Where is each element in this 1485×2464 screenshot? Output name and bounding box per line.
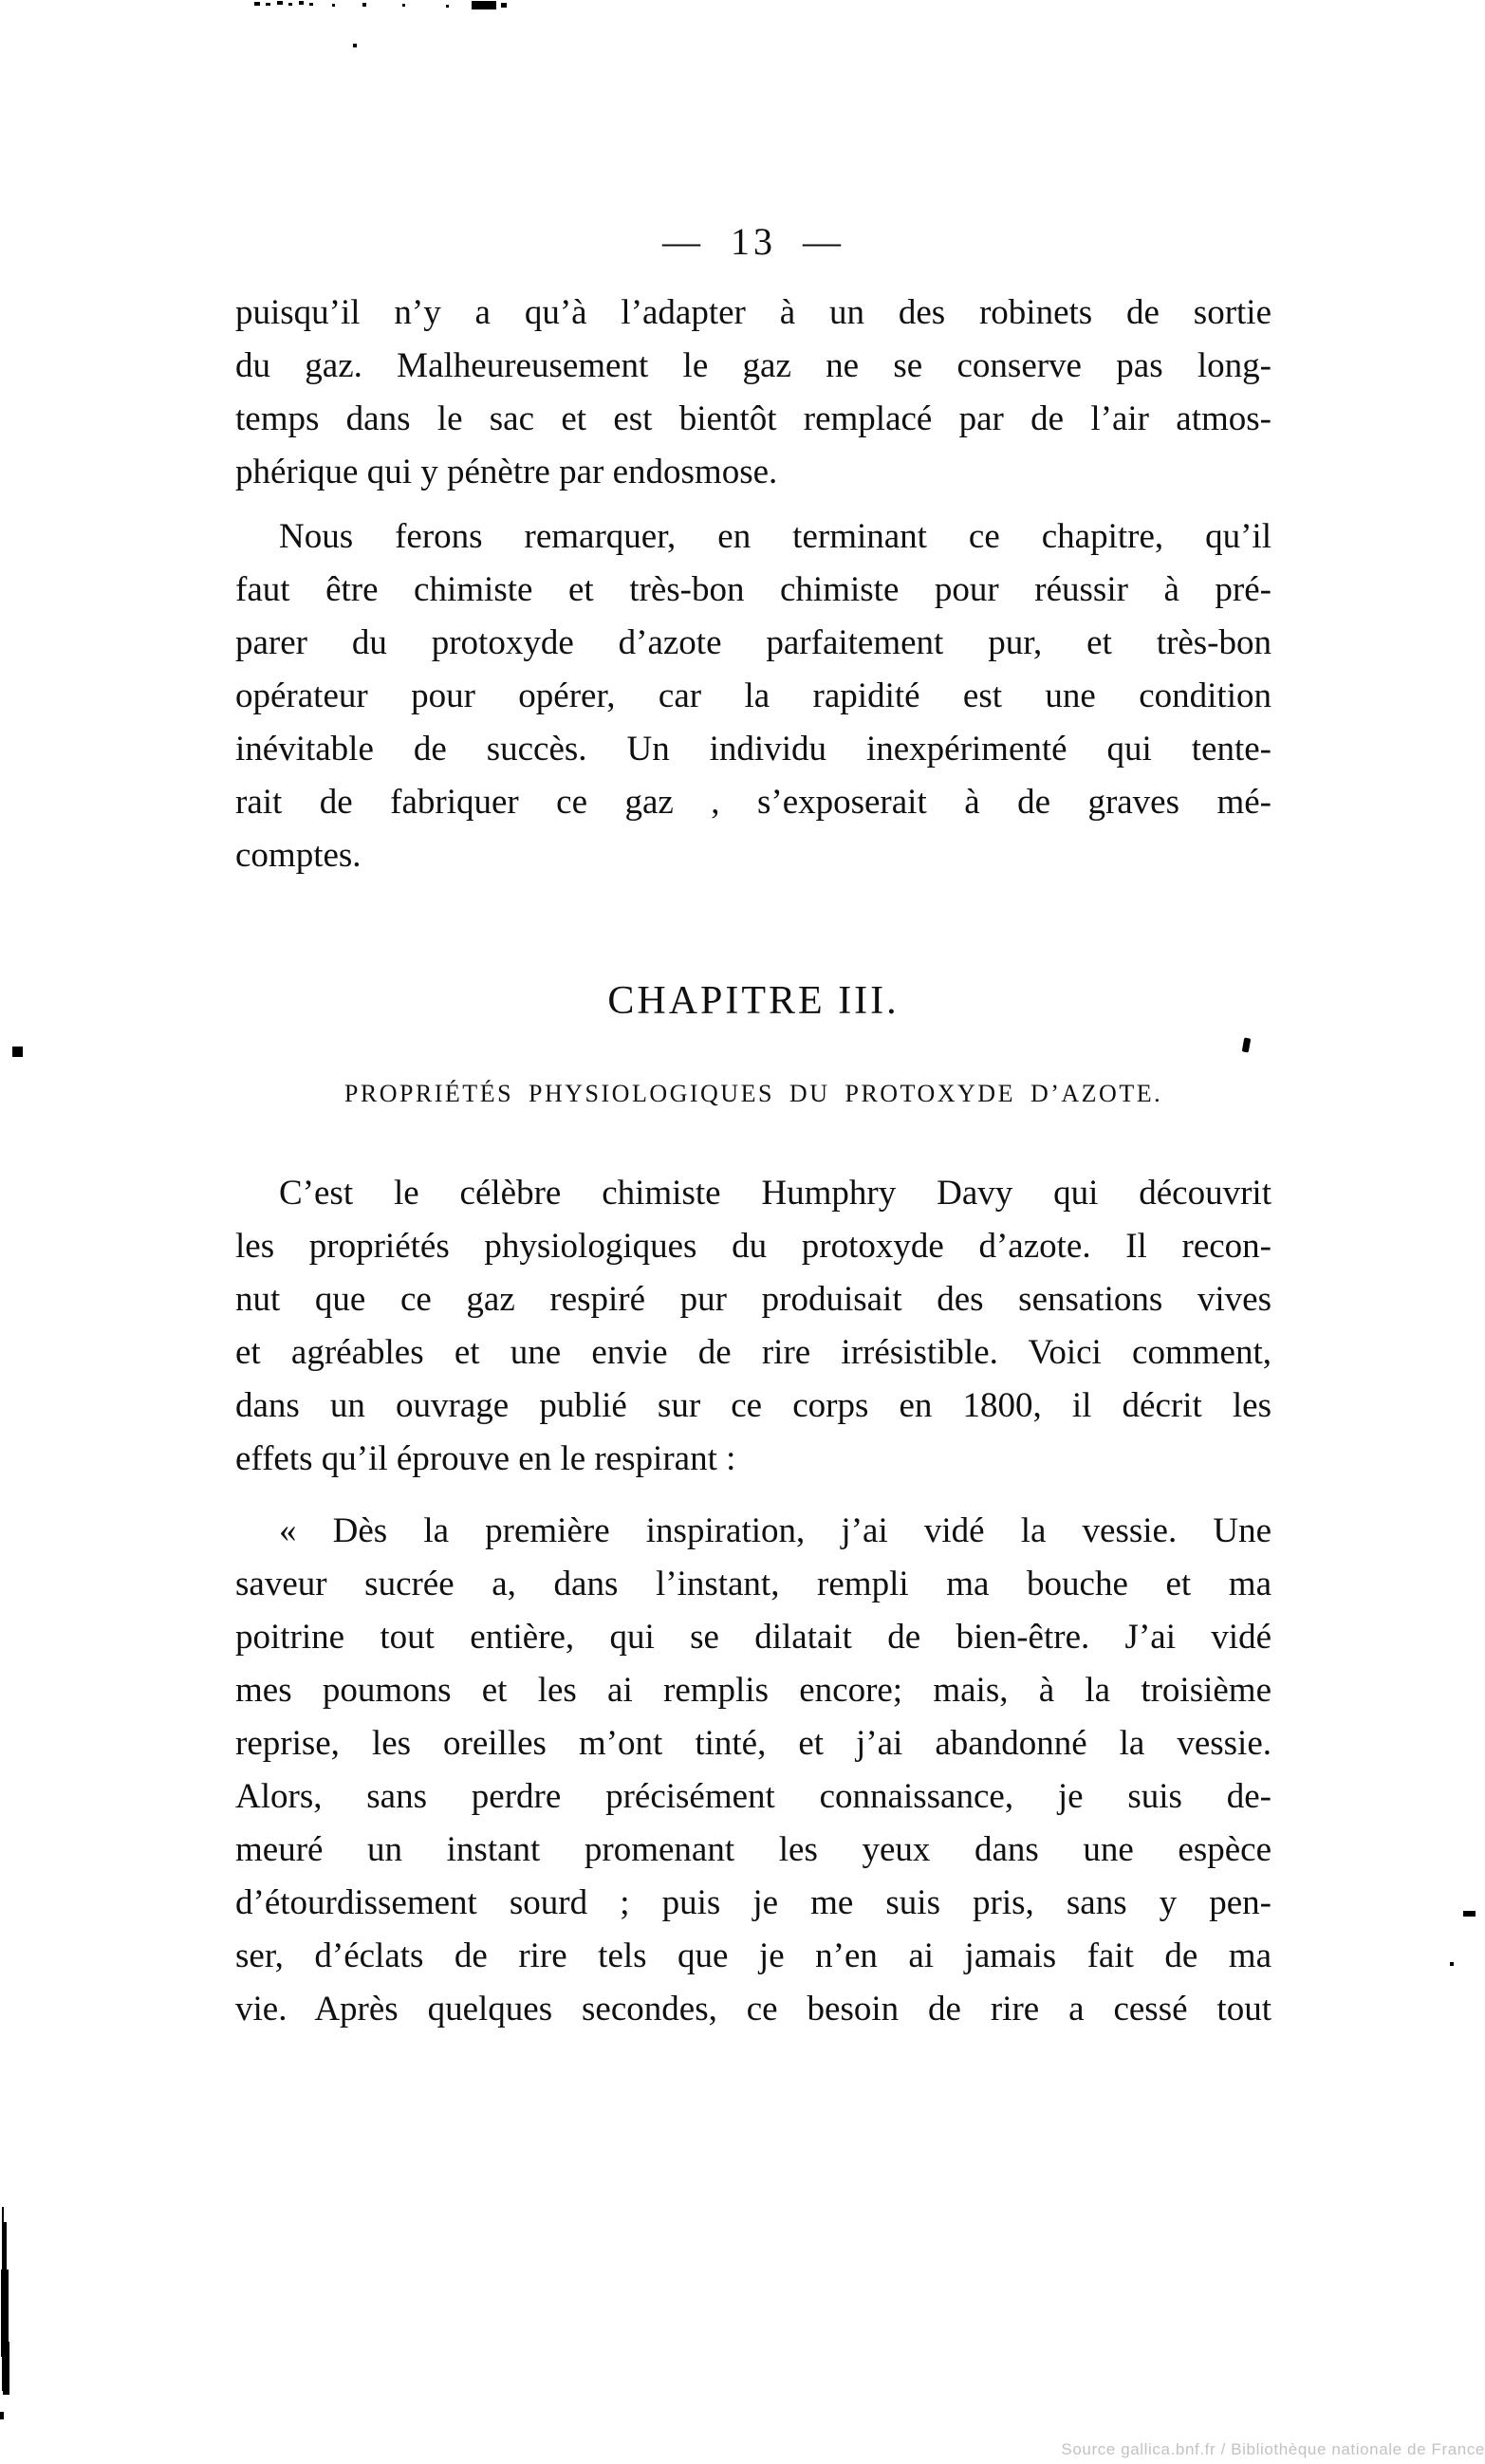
scan-speck [472, 1, 496, 9]
text-line: du gaz. Malheureusement le gaz ne se conserve pas long- [235, 346, 1272, 385]
text-line: « Dès la première inspiration, j’ai vidé la vessie. Une [279, 1511, 1272, 1550]
scan-speck [501, 3, 507, 8]
scan-speck [254, 2, 260, 6]
text-line: parer du protoxyde d’azote parfaitement pur, et très-bon [235, 623, 1272, 662]
scan-speck [1450, 1962, 1454, 1966]
scan-speck [362, 3, 366, 7]
text-line: saveur sucrée a, dans l’instant, rempli ma bouche et ma [235, 1565, 1272, 1603]
scan-speck [309, 3, 313, 6]
text-line: meuré un instant promenant les yeux dans une espèce [235, 1830, 1272, 1869]
text-line: puisqu’il n’y a qu’à l’adapter à un des robinets de sortie [235, 293, 1272, 332]
text-line: opérateur pour opérer, car la rapidité est une condition [235, 676, 1272, 715]
scan-speck [446, 5, 449, 8]
paragraph [235, 1167, 1272, 1486]
text-line: rait de fabriquer ce gaz , s’exposerait à de graves mé- [235, 783, 1272, 822]
paragraph [235, 287, 1272, 499]
text-line: ser, d’éclats de rire tels que je n’en ai jamais fait de ma [235, 1936, 1272, 1975]
scan-speck [353, 44, 357, 47]
text-line: Alors, sans perdre précisément connaissance, je suis de- [235, 1777, 1272, 1816]
text-line: faut être chimiste et très-bon chimiste pour réussir à pré- [235, 570, 1272, 609]
text-line: inévitable de succès. Un individu inexpérimenté qui tente- [235, 730, 1272, 769]
section-heading: PROPRIÉTÉS PHYSIOLOGIQUES DU PROTOXYDE D’AZOTE. [343, 1080, 1163, 1107]
text-line: dans un ouvrage publié sur ce corps en 1800, il décrit les [235, 1386, 1272, 1425]
scan-speck [332, 4, 335, 7]
text-line: reprise, les oreilles m’ont tinté, et j’ai abandonné la vessie. [235, 1724, 1272, 1763]
scan-speck [299, 1, 304, 5]
scan-speck [266, 3, 270, 6]
text-line: comptes. [235, 836, 362, 875]
chapter-heading: CHAPITRE III. [607, 979, 900, 1023]
scan-speck [12, 1047, 23, 1057]
scan-speck [0, 2412, 4, 2419]
scan-artifact-left-streak [2, 2207, 4, 2224]
scan-artifact-left-streak [3, 2342, 9, 2395]
text-line: phérique qui y pénètre par endosmose. [235, 453, 778, 491]
text-line: mes poumons et les ai remplis encore; mais, à la troisième [235, 1671, 1272, 1710]
text-line: Nous ferons remarquer, en terminant ce chapitre, qu’il [279, 517, 1272, 556]
text-line: d’étourdissement sourd ; puis je me suis pris, sans y pen- [235, 1883, 1272, 1922]
text-line: nut que ce gaz respiré pur produisait des sensations vives [235, 1280, 1272, 1319]
text-line: poitrine tout entière, qui se dilatait de bien-être. J’ai vidé [235, 1618, 1272, 1657]
scan-speck [402, 4, 405, 7]
text-line: temps dans le sac et est bientôt remplacé par de l’air atmos- [235, 399, 1272, 438]
text-line: les propriétés physiologiques du protoxyde d’azote. Il recon- [235, 1227, 1272, 1266]
scan-speck [288, 3, 292, 6]
scan-speck [1463, 1911, 1476, 1917]
text-line: et agréables et une envie de rire irrésistible. Voici comment, [235, 1333, 1272, 1372]
text-line: C’est le célèbre chimiste Humphry Davy qui découvrit [279, 1174, 1272, 1213]
source-attribution: Source gallica.bnf.fr / Bibliothèque nationale de France [1061, 2440, 1485, 2458]
paragraph [235, 510, 1272, 882]
text-line: effets qu’il éprouve en le respirant : [235, 1439, 736, 1478]
scan-speck [277, 1, 283, 5]
page-text-block [235, 287, 1272, 2036]
paragraph [235, 1505, 1272, 2036]
text-line: vie. Après quelques secondes, ce besoin de rire a cessé tout [235, 1990, 1272, 2029]
page-number: — 13 — [662, 220, 845, 263]
